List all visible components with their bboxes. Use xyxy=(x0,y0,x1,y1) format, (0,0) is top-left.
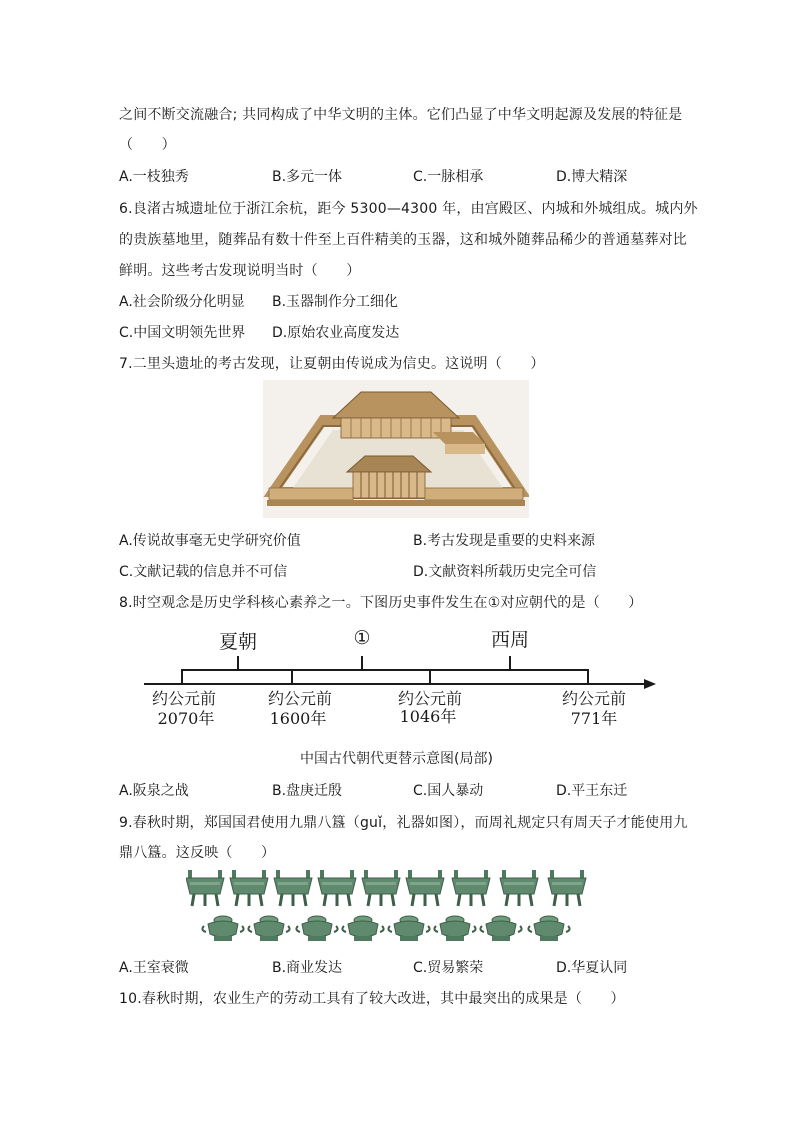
q8-text: 8.时空观念是历史学科核心素养之一。下图历史事件发生在①对应朝代的是（ ） xyxy=(119,595,643,611)
tick-label-1046-line2: 1046年 xyxy=(399,707,457,726)
q9-text-line1: 9.春秋时期，郑国国君使用九鼎八簋（guǐ，礼器如图），而周礼规定只有周天子才能使用九 xyxy=(119,815,688,831)
q8-option-d[interactable]: D.平王东迁 xyxy=(556,783,628,799)
q8-option-b[interactable]: B.盘庚迁殷 xyxy=(272,783,343,799)
tick-label-1600-line1: 约公元前 xyxy=(267,689,333,708)
ding-vessel-icon xyxy=(318,870,356,906)
gui-vessel-icon xyxy=(388,916,429,941)
gui-vessel-icon xyxy=(296,916,337,941)
bracket-xizhou xyxy=(430,670,588,684)
q9-option-c[interactable]: C.贸易繁荣 xyxy=(413,960,484,976)
gui-row xyxy=(202,916,569,941)
q6-option-a[interactable]: A.社会阶级分化明显 xyxy=(119,294,245,310)
gui-vessel-icon xyxy=(480,916,521,941)
q9-text-line2: 鼎八簋。这反映（ ） xyxy=(119,845,276,861)
gui-vessel-icon xyxy=(342,916,383,941)
q6-option-d[interactable]: D.原始农业高度发达 xyxy=(272,325,400,341)
q5-option-d[interactable]: D.博大精深 xyxy=(556,169,628,185)
q8-option-a[interactable]: A.阪泉之战 xyxy=(119,783,189,799)
q7-option-d[interactable]: D.文献资料所载历史完全可信 xyxy=(413,564,597,580)
q7-option-b[interactable]: B.考古发现是重要的史料来源 xyxy=(413,533,596,549)
q6-text-line2: 的贵族墓地里，随葬品有数十件至上百件精美的玉器，这和城外随葬品稀少的普通墓葬对比 xyxy=(119,232,687,248)
tick-label-2070-line2: 2070年 xyxy=(157,709,215,728)
erlitou-palace-illustration xyxy=(263,380,529,518)
ding-vessel-icon xyxy=(362,870,400,906)
q6-text-line1: 6.良渚古城遗址位于浙江余杭，距今 5300—4300 年，由宫殿区、内城和外城组成。城内外 xyxy=(119,201,698,217)
ding-vessel-icon xyxy=(186,870,224,906)
ding-vessel-icon xyxy=(406,870,444,906)
tick-label-1600-line2: 1600年 xyxy=(269,709,327,728)
q7-option-a[interactable]: A.传说故事毫无史学研究价值 xyxy=(119,533,301,549)
ding-vessel-icon xyxy=(548,870,586,906)
q6-text-line3: 鲜明。这些考古发现说明当时（ ） xyxy=(119,263,361,279)
ding-vessel-icon xyxy=(230,870,268,906)
nine-ding-eight-gui-illustration xyxy=(186,866,590,946)
q5-option-b[interactable]: B.多元一体 xyxy=(272,169,343,185)
bracket-xia xyxy=(182,670,292,684)
tick-label-2070-line1: 约公元前 xyxy=(151,689,217,708)
dynasty-timeline xyxy=(140,620,660,732)
q7-text: 7.二里头遗址的考古发现，让夏朝由传说成为信史。这说明（ ） xyxy=(119,356,545,372)
q8-option-c[interactable]: C.国人暴动 xyxy=(413,783,484,799)
ding-vessel-icon xyxy=(500,870,538,906)
q5-option-c[interactable]: C.一脉相承 xyxy=(413,169,484,185)
timeline-arrow-icon xyxy=(644,679,656,689)
bracket-period-1 xyxy=(292,670,430,684)
gui-vessel-icon xyxy=(434,916,475,941)
ding-vessel-icon xyxy=(274,870,312,906)
gui-vessel-icon xyxy=(528,916,569,941)
period-label-xia: 夏朝 xyxy=(218,631,258,653)
q5-option-a[interactable]: A.一枝独秀 xyxy=(119,169,189,185)
tick-label-771-line2: 771年 xyxy=(570,709,618,728)
q7-option-c[interactable]: C.文献记载的信息并不可信 xyxy=(119,564,288,580)
q5-text-line2: （ ） xyxy=(119,137,176,153)
gui-vessel-icon xyxy=(202,916,243,941)
timeline-caption: 中国古代朝代更替示意图(局部) xyxy=(300,751,493,767)
period-label-1: ① xyxy=(353,627,371,649)
q9-option-a[interactable]: A.王室衰微 xyxy=(119,960,189,976)
q6-option-c[interactable]: C.中国文明领先世界 xyxy=(119,325,246,341)
q9-option-d[interactable]: D.华夏认同 xyxy=(556,960,628,976)
q9-option-b[interactable]: B.商业发达 xyxy=(272,960,343,976)
q10-text: 10.春秋时期，农业生产的劳动工具有了较大改进，其中最突出的成果是（ ） xyxy=(119,991,625,1007)
ding-row xyxy=(186,870,586,906)
gui-vessel-icon xyxy=(248,916,289,941)
tick-label-771-line1: 约公元前 xyxy=(561,689,627,708)
q5-text-line1: 之间不断交流融合; 共同构成了中华文明的主体。它们凸显了中华文明起源及发展的特征是 xyxy=(119,107,683,123)
ding-vessel-icon xyxy=(452,870,490,906)
period-label-xizhou: 西周 xyxy=(490,629,530,651)
q6-option-b[interactable]: B.玉器制作分工细化 xyxy=(272,294,399,310)
tick-label-1046-line1: 约公元前 xyxy=(397,689,463,708)
